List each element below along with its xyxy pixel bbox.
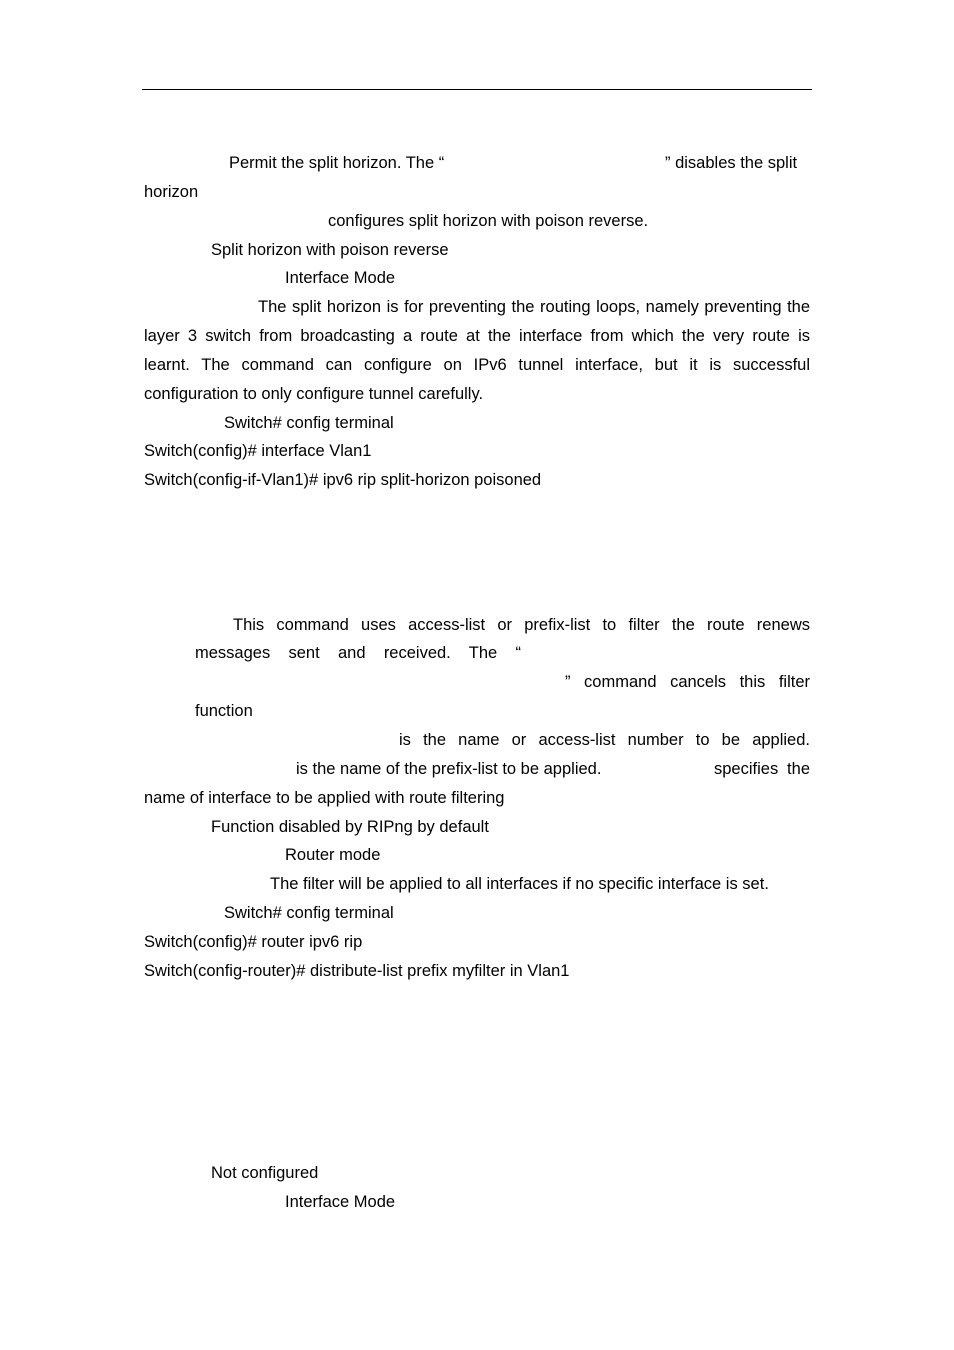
command-mode: Interface Mode <box>285 269 396 287</box>
usage-guide-line: The filter will be applied to all interfaces if no specific interface is set. <box>270 875 769 893</box>
command-mode: Interface Mode <box>285 1193 396 1211</box>
example-line: Switch(config-if-Vlan1)# ipv6 rip split-horizon poisoned <box>144 471 542 489</box>
parameter-text: is the name of the prefix-list to be applied. <box>296 760 602 778</box>
parameter-text: specifies the <box>714 760 810 778</box>
parameter-text: is the name or access-list number to be applied. <box>399 731 810 749</box>
usage-text: ” disables the split <box>665 154 798 172</box>
header-rule <box>142 89 812 90</box>
example-line: Switch# config terminal <box>224 904 394 922</box>
usage-text: Permit the split horizon. The “ <box>229 154 445 172</box>
default-value: Not configured <box>211 1164 319 1182</box>
usage-text: ” command cancels this filter <box>565 673 810 691</box>
usage-text: This command uses access-list or prefix-list to filter the route renews <box>233 616 810 634</box>
usage-guide-line: configuration to only configure tunnel carefully. <box>144 385 484 403</box>
example-line: Switch(config-router)# distribute-list prefix myfilter in Vlan1 <box>144 962 570 980</box>
example-line: Switch(config)# interface Vlan1 <box>144 442 372 460</box>
usage-guide-line: layer 3 switch from broadcasting a route at the interface from which the very route is <box>144 327 810 345</box>
usage-text: configures split horizon with poison reverse. <box>328 212 649 230</box>
usage-guide-line: The split horizon is for preventing the routing loops, namely preventing the <box>258 298 810 316</box>
usage-text: horizon <box>144 183 199 201</box>
example-line: Switch(config)# router ipv6 rip <box>144 933 363 951</box>
usage-text: messages sent and received. The “ <box>195 644 521 662</box>
usage-text: function <box>195 702 253 720</box>
usage-guide-line: learnt. The command can configure on IPv6 tunnel interface, but it is successful <box>144 356 810 374</box>
command-mode: Router mode <box>285 846 381 864</box>
example-line: Switch# config terminal <box>224 414 394 432</box>
default-value: Split horizon with poison reverse <box>211 241 449 259</box>
default-value: Function disabled by RIPng by default <box>211 818 489 836</box>
parameter-text: name of interface to be applied with route filtering <box>144 789 505 807</box>
